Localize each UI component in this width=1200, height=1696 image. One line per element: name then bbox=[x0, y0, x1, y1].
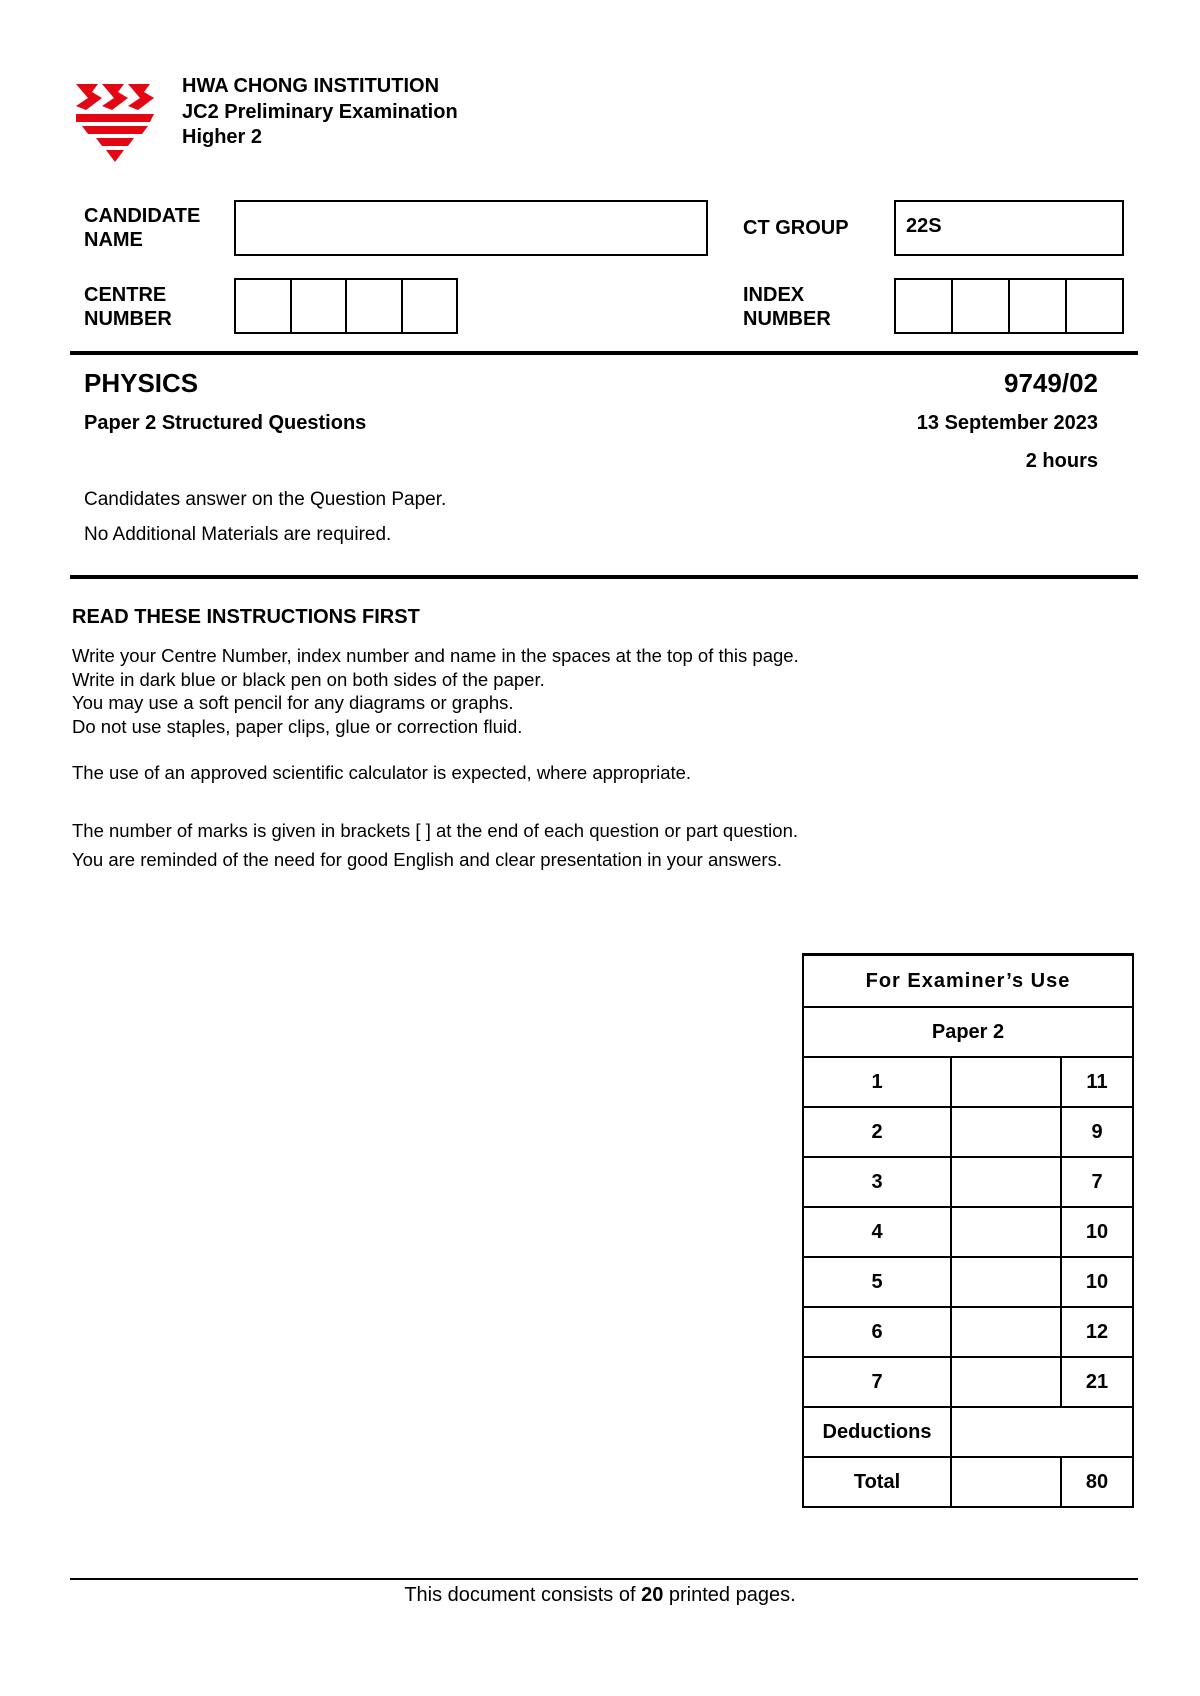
question-number: 5 bbox=[803, 1257, 951, 1307]
candidate-name-label: CANDIDATE NAME bbox=[84, 205, 201, 251]
candidate-name-field[interactable] bbox=[234, 200, 708, 256]
score-cell[interactable] bbox=[951, 1207, 1061, 1257]
score-cell[interactable] bbox=[951, 1057, 1061, 1107]
deductions-label: Deductions bbox=[803, 1407, 951, 1457]
centre-number-field[interactable] bbox=[234, 278, 458, 334]
max-marks: 11 bbox=[1061, 1057, 1133, 1107]
instructions-list bbox=[72, 644, 799, 738]
exam-duration: 2 hours bbox=[1025, 450, 1098, 472]
max-marks: 10 bbox=[1061, 1257, 1133, 1307]
materials-note: No Additional Materials are required. bbox=[84, 524, 392, 545]
footer-divider bbox=[70, 1578, 1138, 1580]
question-number: 3 bbox=[803, 1157, 951, 1207]
instruction-line: You may use a soft pencil for any diagrams or graphs. bbox=[72, 692, 514, 713]
score-cell[interactable] bbox=[951, 1307, 1061, 1357]
centre-number-label: CENTRE NUMBER bbox=[84, 284, 172, 330]
table-row bbox=[803, 1107, 1133, 1157]
paper-title: Paper 2 Structured Questions bbox=[84, 412, 367, 434]
max-marks: 12 bbox=[1061, 1307, 1133, 1357]
index-number-digit[interactable] bbox=[1010, 280, 1067, 332]
ct-group-label: CT GROUP bbox=[743, 217, 849, 239]
section-divider bbox=[70, 575, 1138, 579]
index-number-digit[interactable] bbox=[896, 280, 953, 332]
deductions-row bbox=[803, 1407, 1133, 1457]
instruction-line: Do not use staples, paper clips, glue or correction fluid. bbox=[72, 715, 523, 737]
table-row bbox=[803, 1357, 1133, 1407]
centre-number-digit[interactable] bbox=[347, 280, 403, 332]
index-number-digit[interactable] bbox=[953, 280, 1010, 332]
centre-number-digit[interactable] bbox=[403, 280, 457, 332]
score-cell[interactable] bbox=[951, 1357, 1061, 1407]
question-number: 7 bbox=[803, 1357, 951, 1407]
marks-note: The number of marks is given in brackets [ ] at the end of each question or part question. bbox=[72, 820, 799, 841]
total-marks: 80 bbox=[1061, 1457, 1133, 1507]
centre-number-digit[interactable] bbox=[236, 280, 292, 332]
score-cell[interactable] bbox=[951, 1257, 1061, 1307]
examiner-use-table bbox=[802, 953, 1134, 1508]
deductions-cell[interactable] bbox=[951, 1407, 1133, 1457]
exam-name: JC2 Preliminary Examination bbox=[182, 101, 458, 123]
page-count-note: This document consists of 20 printed pages. bbox=[404, 1584, 796, 1606]
question-number: 1 bbox=[803, 1057, 951, 1107]
calculator-note: The use of an approved scientific calculator is expected, where appropriate. bbox=[72, 762, 692, 783]
instruction-line: Write your Centre Number, index number and name in the spaces at the top of this page. bbox=[72, 645, 799, 666]
table-row bbox=[803, 1057, 1133, 1107]
exam-date: 13 September 2023 bbox=[916, 412, 1098, 434]
centre-number-digit[interactable] bbox=[292, 280, 348, 332]
max-marks: 9 bbox=[1061, 1107, 1133, 1157]
max-marks: 21 bbox=[1061, 1357, 1133, 1407]
table-row bbox=[803, 1157, 1133, 1207]
english-note: You are reminded of the need for good English and clear presentation in your answers. bbox=[72, 849, 782, 870]
question-number: 4 bbox=[803, 1207, 951, 1257]
subject-title: PHYSICS bbox=[84, 368, 199, 398]
score-cell[interactable] bbox=[951, 1107, 1061, 1157]
page-count: 20 bbox=[641, 1584, 664, 1606]
instruction-line: Write in dark blue or black pen on both sides of the paper. bbox=[72, 668, 545, 690]
question-number: 2 bbox=[803, 1107, 951, 1157]
total-label: Total bbox=[803, 1457, 951, 1507]
total-score-cell[interactable] bbox=[951, 1457, 1061, 1507]
table-row bbox=[803, 1207, 1133, 1257]
index-number-label: INDEX NUMBER bbox=[743, 284, 831, 330]
table-title: For Examiner’s Use bbox=[803, 955, 1133, 1008]
table-row bbox=[803, 1257, 1133, 1307]
table-row bbox=[803, 1307, 1133, 1357]
section-divider bbox=[70, 351, 1138, 355]
institution-logo bbox=[72, 78, 162, 164]
ct-group-field[interactable]: 22S bbox=[894, 200, 1124, 256]
answer-note: Candidates answer on the Question Paper. bbox=[84, 489, 447, 510]
max-marks: 10 bbox=[1061, 1207, 1133, 1257]
index-number-digit[interactable] bbox=[1067, 280, 1122, 332]
question-number: 6 bbox=[803, 1307, 951, 1357]
institution-name: HWA CHONG INSTITUTION bbox=[182, 75, 440, 97]
total-row bbox=[803, 1457, 1133, 1507]
index-number-field[interactable] bbox=[894, 278, 1124, 334]
score-cell[interactable] bbox=[951, 1157, 1061, 1207]
max-marks: 7 bbox=[1061, 1157, 1133, 1207]
table-paper-label: Paper 2 bbox=[803, 1007, 1133, 1057]
exam-level: Higher 2 bbox=[182, 126, 263, 148]
instructions-heading: READ THESE INSTRUCTIONS FIRST bbox=[72, 606, 420, 628]
paper-code: 9749/02 bbox=[1004, 368, 1098, 398]
